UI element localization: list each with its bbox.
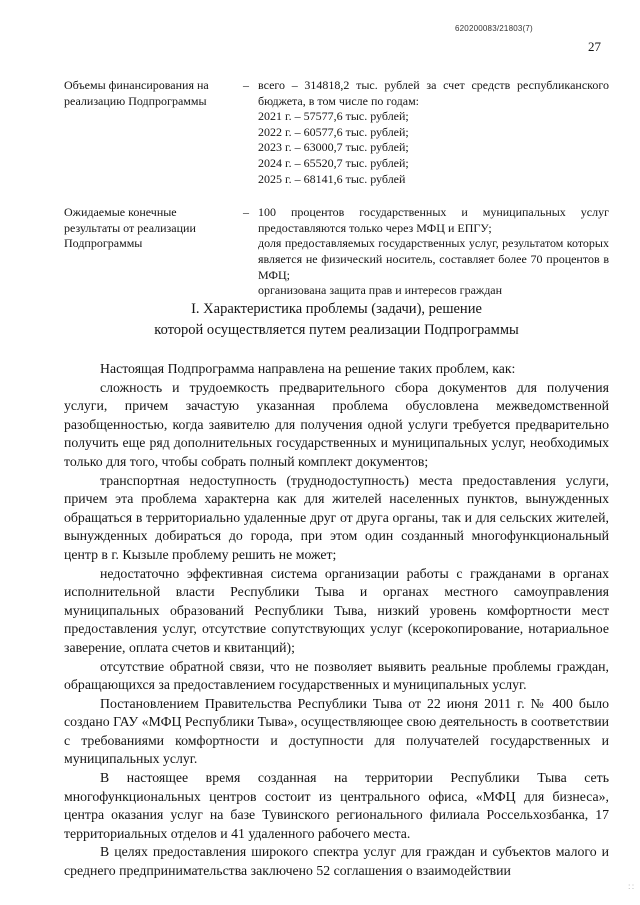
passport-label: Ожидаемые конечные результаты от реализации Подпрограммы	[64, 205, 196, 251]
paragraph: Настоящая Подпрограмма направлена на решение таких проблем, как:	[100, 361, 516, 376]
passport-value-line: 2022 г. – 60577,6 тыс. рублей;	[258, 124, 409, 139]
section-title-line: I. Характеристика проблемы (задачи), решение	[191, 301, 482, 317]
passport-value-line: доля предоставляемых государственных услуг, результатом которых является не физический носитель, составляет более 70 процентов в МФЦ;	[258, 236, 609, 282]
passport-value-line: 2021 г. – 57577,6 тыс. рублей;	[258, 109, 409, 124]
paragraph: транспортная недоступность (труднодоступность) места предоставления услуги, причем эта проблема характерна как для жителей населенных пунктов, вынужденных обращаться в территориально удаленные друг от друга органы, так и для сельских жителей, вынужденных добираться до города, при этом один созданный многофункциональный центр в г. Кызыле проблему решить не может;	[64, 472, 609, 562]
paragraph: В целях предоставления широкого спектра услуг для граждан и субъектов малого и среднего предпринимательства заключено 52 соглашения о взаимодействии	[64, 844, 609, 879]
section-title-line: которой осуществляется путем реализации Подпрограммы	[154, 322, 519, 338]
paragraph: Постановлением Правительства Республики Тыва от 22 июня 2011 г. № 400 было создано ГАУ «МФЦ Республики Тыва», осуществляющее свою деятельность в соответствии с требованиями комфортности и доступности для получателей государственных и муниципальных услуг.	[64, 695, 609, 767]
passport-value-line: 100 процентов государственных и муниципальных услуг предоставляются только через МФЦ и ЕПГУ;	[258, 205, 609, 235]
passport-value-line: всего – 314818,2 тыс. рублей за счет средств республиканского бюджета, в том числе по годам:	[258, 78, 609, 108]
passport-value-line: 2024 г. – 65520,7 тыс. рублей;	[258, 155, 409, 170]
passport-value-line: организована защита прав и интересов граждан	[258, 283, 503, 298]
paragraph: сложность и трудоемкость предварительного сбора документов для получения услуги, причем зачастую указанная проблема обусловлена межведомственной разобщенностью, когда заявителю для получения одной услуги требуется предварительно получить еще ряд дополнительных государственных и муниципальных услуг, необходимых только для того, чтобы собрать полный комплект документов;	[64, 379, 609, 469]
page-number: 27	[588, 39, 601, 54]
passport-row-results	[64, 205, 609, 299]
body-text	[64, 360, 609, 881]
corner-mark: ∷	[628, 882, 634, 892]
paragraph: В настоящее время созданная на территории Республики Тыва сеть многофункциональных центров состоит из центрального офиса, «МФЦ для бизнеса», центра оказания услуг на базе Тувинского регионального филиала Россельхозбанка, 17 территориальных отделов и 41 удаленного рабочего места.	[64, 770, 609, 841]
passport-value-line: 2023 г. – 63000,7 тыс. рублей;	[258, 140, 409, 155]
section-title	[64, 299, 609, 341]
passport-value	[258, 205, 609, 299]
passport-table	[64, 78, 609, 299]
paragraph: недостаточно эффективная система организации работы с гражданами в органах исполнительной власти Республики Тыва и органах местного самоуправления муниципальных образований Республики Тыва, низкий уровень комфортности мест предоставления услуг, отсутствие сопутствующих услуг (ксерокопирование, нотариальное заверение, оплата счетов и квитанций);	[64, 565, 609, 655]
passport-dash: –	[243, 78, 249, 92]
paragraph: отсутствие обратной связи, что не позволяет выявить реальные проблемы граждан, обращающихся за предоставлением государственных и муниципальных услуг.	[64, 658, 609, 693]
passport-row-financing	[64, 78, 609, 187]
passport-value	[258, 78, 609, 187]
passport-label: Объемы финансирования на реализацию Подпрограммы	[64, 78, 209, 108]
passport-dash: –	[243, 205, 249, 220]
passport-value-line: 2025 г. – 68141,6 тыс. рублей	[258, 171, 406, 186]
document-barcode-id: 620200083/21803(7)	[455, 24, 533, 33]
